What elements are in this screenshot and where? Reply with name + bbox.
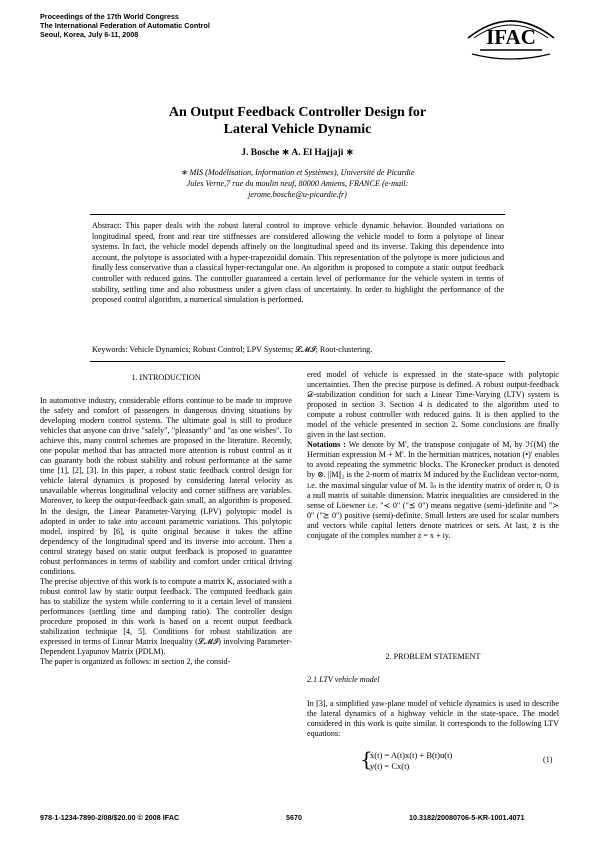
header-line-3: Seoul, Korea, July 6-11, 2008	[40, 30, 139, 39]
intro-paragraph-3: The paper is organized as follows: in section 2, the consid-	[40, 657, 231, 667]
footer-page-number: 5670	[286, 813, 302, 822]
ifac-logo	[462, 8, 560, 64]
affiliation-line-1: ∗ MIS (Modélisation, Information et Systèmes), Université de Picardie	[180, 168, 415, 177]
equation-number: (1)	[543, 755, 553, 764]
intro-paragraph-1: In automotive industry, considerable efforts continue to be made to improve the safety and comfort of passengers in dangerous driving situations by developing modern control systems. The ultimate goal is still to produce vehicles that anyone can drive "safely", "pleasantly" and "as one wishes". To achieve this, many control schemes are proposed in the literature. Recently, one popular method that has attracted more attention is robust control as it can guaranty both the robust stability and robust performance at the same time [1], [2], [3]. In this paper, a robust static feedback control design for vehicle lateral dynamics is proposed by considering lateral velocity as unavailable whereas longitudinal velocity and corner stiffness are variables. Moreover, to keep the output-feedback gain small, an algorithm is proposed. In the design, the Linear Parameter-Varying (LPV) polytopic model is adopted in order to take into account parametric variations. This polytopic model, inspired by [6], is quite original because it takes the affine dependency of the longitudinal speed and its inverse into account. Then a control strategy based on static output feedback is proposed to guarantee robust performances in terms of stability and comfort under critical driving conditions.	[40, 396, 292, 576]
section-1-heading: 1. INTRODUCTION	[131, 373, 201, 382]
abstract-bottom-rule	[90, 361, 505, 362]
affiliation-line-2: Jules Verne,7 rue du moulin neuf, 80000 Amiens, FRANCE (e-mail:	[186, 179, 409, 188]
title-line-2: Lateral Vehicle Dynamic	[223, 122, 372, 137]
header-line-1: Proceedings of the 17th World Congress	[40, 12, 179, 21]
title-line-1: An Output Feedback Controller Design for	[168, 105, 427, 120]
notations-paragraph	[307, 440, 559, 540]
section-2-heading: 2. PROBLEM STATEMENT	[385, 652, 481, 661]
affiliation	[130, 167, 465, 200]
section-2-paragraph: In [3], a simplified yaw-plane model of vehicle dynamics is used to describe the lateral dynamics of a highway vehicle in the state-space. The model considered in this work is quite similar. It corresponds to the following LTV equations:	[307, 699, 559, 739]
equation-line-1: ẋ(t) = A(t)x(t) + B(t)u(t)	[370, 750, 453, 760]
right-column	[307, 370, 559, 541]
logo-text: IFAC	[486, 25, 536, 49]
intro-paragraph-2: The precise objective of this work is to compute a matrix K, associated with a robust control law by static output feedback. The computed feedback gain has to stabilize the system while conferring to it a certain level of transient performances (settling time and damping ratio). The controller design procedure proposed in this work is based on a recent output feedback stabilization technique [4, 5]. Conditions for robust stabilization are expressed in terms of Linear Matrix Inequality (𝓛𝓜𝓘) involving Parameter-Dependent Lyapunov Matrix (PDLM).	[40, 576, 292, 657]
subsection-2-1-heading: 2.1 LTV vehicle model	[307, 675, 380, 684]
proceedings-header	[40, 12, 210, 39]
header-line-2: The International Federation of Automatic Control	[40, 21, 210, 30]
intro-paragraph-4: ered model of vehicle is expressed in the state-space with polytopic uncertainties. Then the precise purpose is defined. A robust output-feedback 𝒟-stabilization condition for such a Linear Time-Varying (LTV) system is proposed in section 3. Section 4 is dedicated to the algorithm used to compute a robust controller with reduced gains. It is then applied to the model of the vehicle presented in section 2. Some conclusions are finally given in the last section.	[307, 370, 559, 440]
footer-doi: 10.3182/20080706-5-KR-1001.4071	[409, 813, 525, 822]
notations-text: We denote by M′, the transpose conjugate of M, by ℋ(M) the Hermitian expression M + M′. In the hermitian matrices, notation (•)′ enables to avoid repeating the symmetric blocks. The Kronecker product is denoted by ⊗. ||M||₂ is the 2-norm of matrix M induced by the Euclidean vector-norm, i.e. the maximal singular value of M. 𝕀ₙ is the identity matrix of order n, 𝕆 is a null matrix of suitable dimension. Matrix inequalities are considered in the sense of Löewner i.e. "≺ 0" ("⪯ 0") means negative (semi-)definite and "≻ 0" ("⪰ 0") positive (semi)-definite. Small letters are used for scalar numbers and vectors while capital letters denote matrices or sets. At last, z̄ is the conjugate of the complex number z = x + iy.	[307, 440, 559, 540]
ifac-logo-graphic	[462, 8, 560, 64]
authors: J. Bosche ∗ A. El Hajjaji ∗	[241, 148, 354, 158]
notations-label: Notations :	[307, 440, 346, 450]
paper-title	[0, 104, 595, 138]
keywords: Keywords: Vehicle Dynamics; Robust Control; LPV Systems; 𝓛𝓜𝓘; Root-clustering.	[92, 345, 373, 354]
equation-line-2: y(t) = Cx(t)	[370, 761, 410, 771]
left-column	[40, 396, 292, 667]
abstract: Abstract: This paper deals with the robust lateral control to improve vehicle dynamic behavior. Bounded variations on longitudinal speed, front and rear tire stiffnesses are considered allowing the vehicle model to form a polytope of linear systems. In fact, the vehicle model depends affinely on the longitudinal speed and its inverse. Taking this dependence into account, the polytope is associated with a hyper-trapezoidal domain. This representation of the polytope is more judicious and finally less conservative than a classical hyper-rectangular one. An algorithm is proposed to compute a static output feedback controller with reduced gains. The controller guaranteed a certain level of performance for the vehicle system in terms of stability, settling time and also robustness under a given class of uncertainty. In order to highlight the performance of the proposed control algorithm, a numerical simulation is performed.	[92, 221, 504, 305]
equation-brace: {	[360, 747, 373, 771]
equation-1	[370, 750, 452, 772]
footer-isbn: 978-1-1234-7890-2/08/$20.00 © 2008 IFAC	[40, 813, 180, 822]
abstract-top-rule	[90, 214, 505, 215]
affiliation-line-3: jerome.bosche@u-picardie.fr)	[248, 190, 347, 199]
